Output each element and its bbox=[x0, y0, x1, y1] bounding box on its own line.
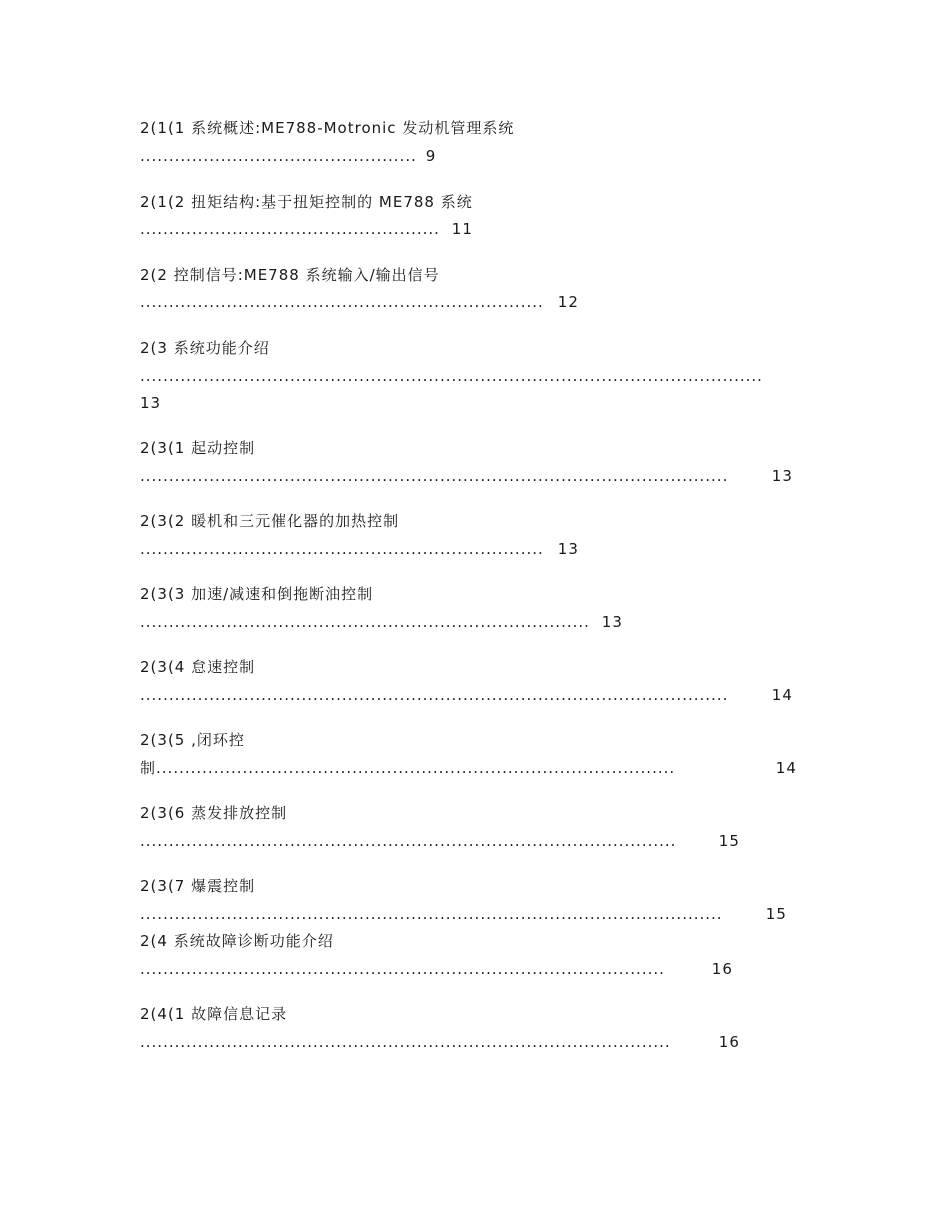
toc-leader: ........................................................................................... bbox=[140, 960, 665, 978]
toc-entry-title: 2(1(2 扭矩结构:基于扭矩控制的 ME788 系统 bbox=[140, 193, 473, 211]
toc-leader: ..................................................................................................... bbox=[140, 905, 723, 923]
toc-leader: .......................................................................................... bbox=[156, 759, 676, 777]
toc-entry-title: 2(2 控制信号:ME788 系统输入/输出信号 bbox=[140, 266, 440, 284]
toc-leader: ............................................................................................. bbox=[140, 832, 677, 850]
toc-entry-leader-line bbox=[140, 466, 805, 486]
toc-entry-title: 2(3(5 ,闭环控 bbox=[140, 731, 245, 749]
toc-page-number: 14 bbox=[775, 759, 797, 777]
toc-entry-title: 2(4 系统故障诊断功能介绍 bbox=[140, 932, 334, 950]
toc-entry-leader-line bbox=[140, 292, 590, 312]
toc-leader: ...................................................................................................... bbox=[140, 686, 729, 704]
toc-leader: .............................................................................. bbox=[140, 613, 590, 631]
toc-page-number: 14 bbox=[771, 686, 793, 704]
toc-leader: ...................................................................... bbox=[140, 540, 544, 558]
toc-page-number: 13 bbox=[601, 613, 623, 631]
toc-page-number: 15 bbox=[718, 832, 740, 850]
toc-entry-title: 2(3(3 加速/减速和倒拖断油控制 bbox=[140, 585, 374, 603]
toc-entry-leader-line bbox=[140, 831, 752, 851]
toc-entry-title: 2(3(4 怠速控制 bbox=[140, 658, 256, 676]
toc-entry-title: 2(4(1 故障信息记录 bbox=[140, 1005, 288, 1023]
toc-entry-leader-line bbox=[140, 758, 810, 778]
toc-page-number: 15 bbox=[765, 905, 787, 923]
toc-page-number: 13 bbox=[140, 394, 162, 412]
toc-entry-leader-line bbox=[140, 904, 800, 924]
toc-page-number: 16 bbox=[711, 960, 733, 978]
toc-entry-title: 2(1(1 系统概述:ME788-Motronic 发动机管理系统 bbox=[140, 119, 515, 137]
toc-leader: .................................................... bbox=[140, 220, 440, 238]
toc-page-number: 9 bbox=[425, 147, 437, 165]
toc-entry-title-continuation: 制 bbox=[140, 759, 157, 777]
toc-leader: ............................................................................................................ bbox=[140, 367, 763, 385]
toc-entry-leader-line bbox=[140, 1032, 752, 1052]
toc-entry-leader-line bbox=[140, 219, 485, 239]
toc-entry-leader-line bbox=[140, 685, 805, 705]
toc-entry-title: 2(3(6 蒸发排放控制 bbox=[140, 804, 288, 822]
toc-entry-title: 2(3 系统功能介绍 bbox=[140, 339, 270, 357]
toc-page-number: 11 bbox=[451, 220, 473, 238]
toc-page-number: 16 bbox=[718, 1033, 740, 1051]
toc-leader: ............................................................................................ bbox=[140, 1033, 671, 1051]
toc-entry-leader-line bbox=[140, 959, 745, 979]
toc-page-number: 13 bbox=[557, 540, 579, 558]
toc-leader: ...................................................................... bbox=[140, 293, 544, 311]
toc-leader: ................................................ bbox=[140, 147, 417, 165]
toc-entry-leader-line bbox=[140, 612, 635, 632]
toc-entry-leader-line bbox=[140, 539, 590, 559]
toc-entry-leader-line bbox=[140, 146, 440, 166]
toc-entry-title: 2(3(1 起动控制 bbox=[140, 439, 256, 457]
toc-entry-title: 2(3(2 暖机和三元催化器的加热控制 bbox=[140, 512, 400, 530]
toc-leader: ...................................................................................................... bbox=[140, 467, 729, 485]
toc-entry-title: 2(3(7 爆震控制 bbox=[140, 877, 256, 895]
toc-page-number: 13 bbox=[771, 467, 793, 485]
toc-page-number: 12 bbox=[557, 293, 579, 311]
